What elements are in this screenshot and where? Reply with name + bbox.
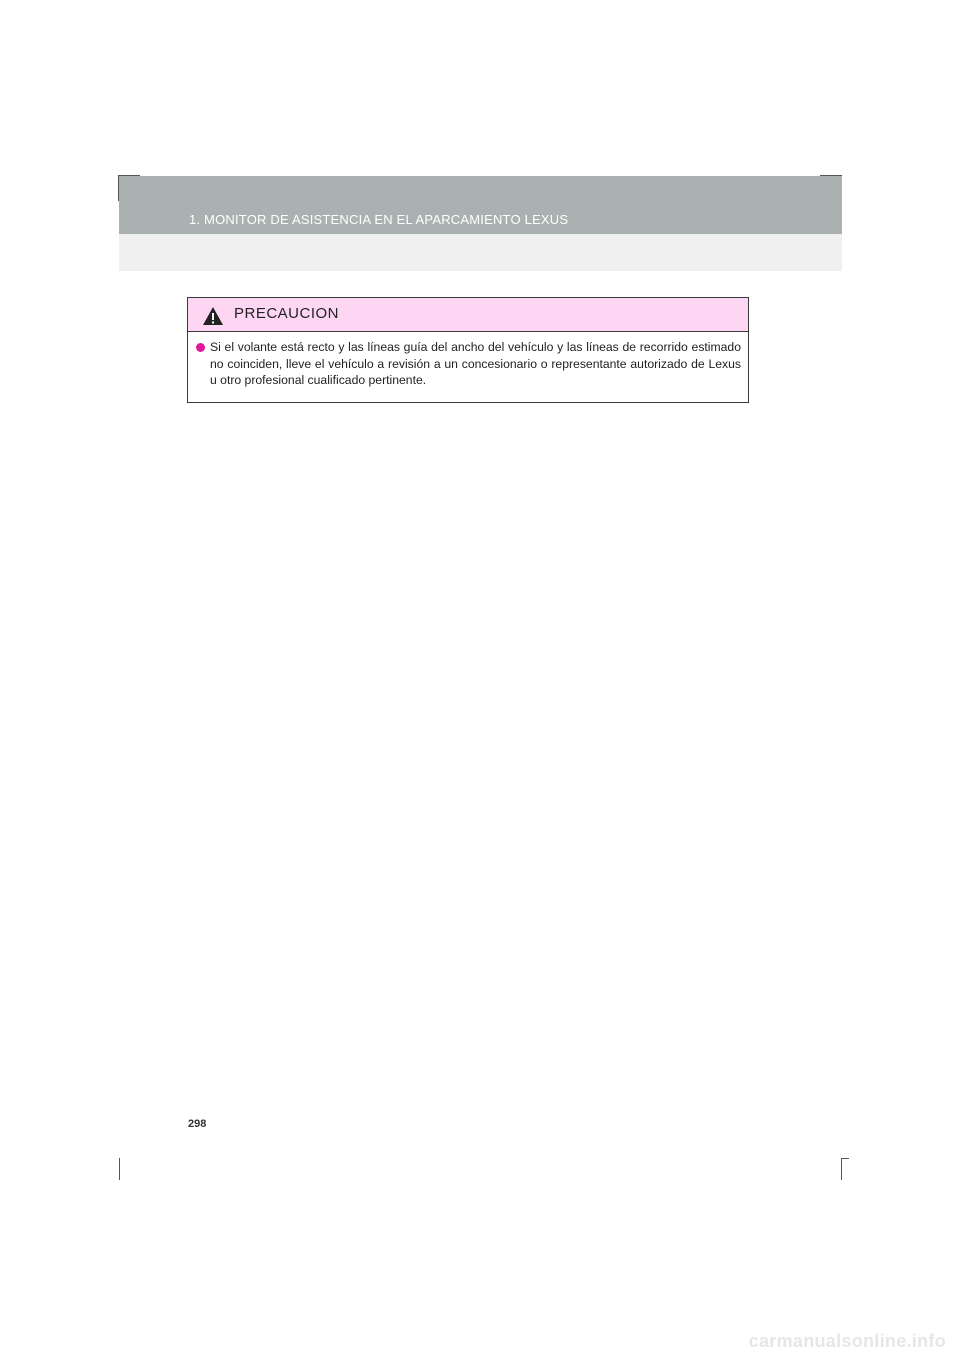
caution-header — [188, 298, 748, 332]
section-header-subband — [119, 234, 842, 271]
caution-title: PRECAUCION — [234, 305, 340, 322]
page-number: 298 — [188, 1118, 207, 1130]
caution-item: Si el volante está recto y las líneas guía del ancho del vehículo y las líneas de recorrido estimado no coinciden, lleve el vehículo a revisión a un concesionario o representante autorizado de Lexus u otro profesional cualificado pertinente. — [210, 340, 741, 387]
watermark: carmanualsonline.info — [748, 1331, 946, 1351]
crop-mark — [841, 1158, 842, 1180]
warning-triangle-icon — [202, 306, 224, 326]
crop-mark — [119, 1158, 120, 1180]
caution-body — [188, 332, 748, 389]
caution-box — [187, 297, 749, 403]
crop-mark — [841, 1158, 849, 1159]
section-header — [119, 176, 842, 234]
section-title: 1. MONITOR DE ASISTENCIA EN EL APARCAMIENTO LEXUS — [189, 212, 569, 227]
bullet-icon — [196, 343, 205, 352]
